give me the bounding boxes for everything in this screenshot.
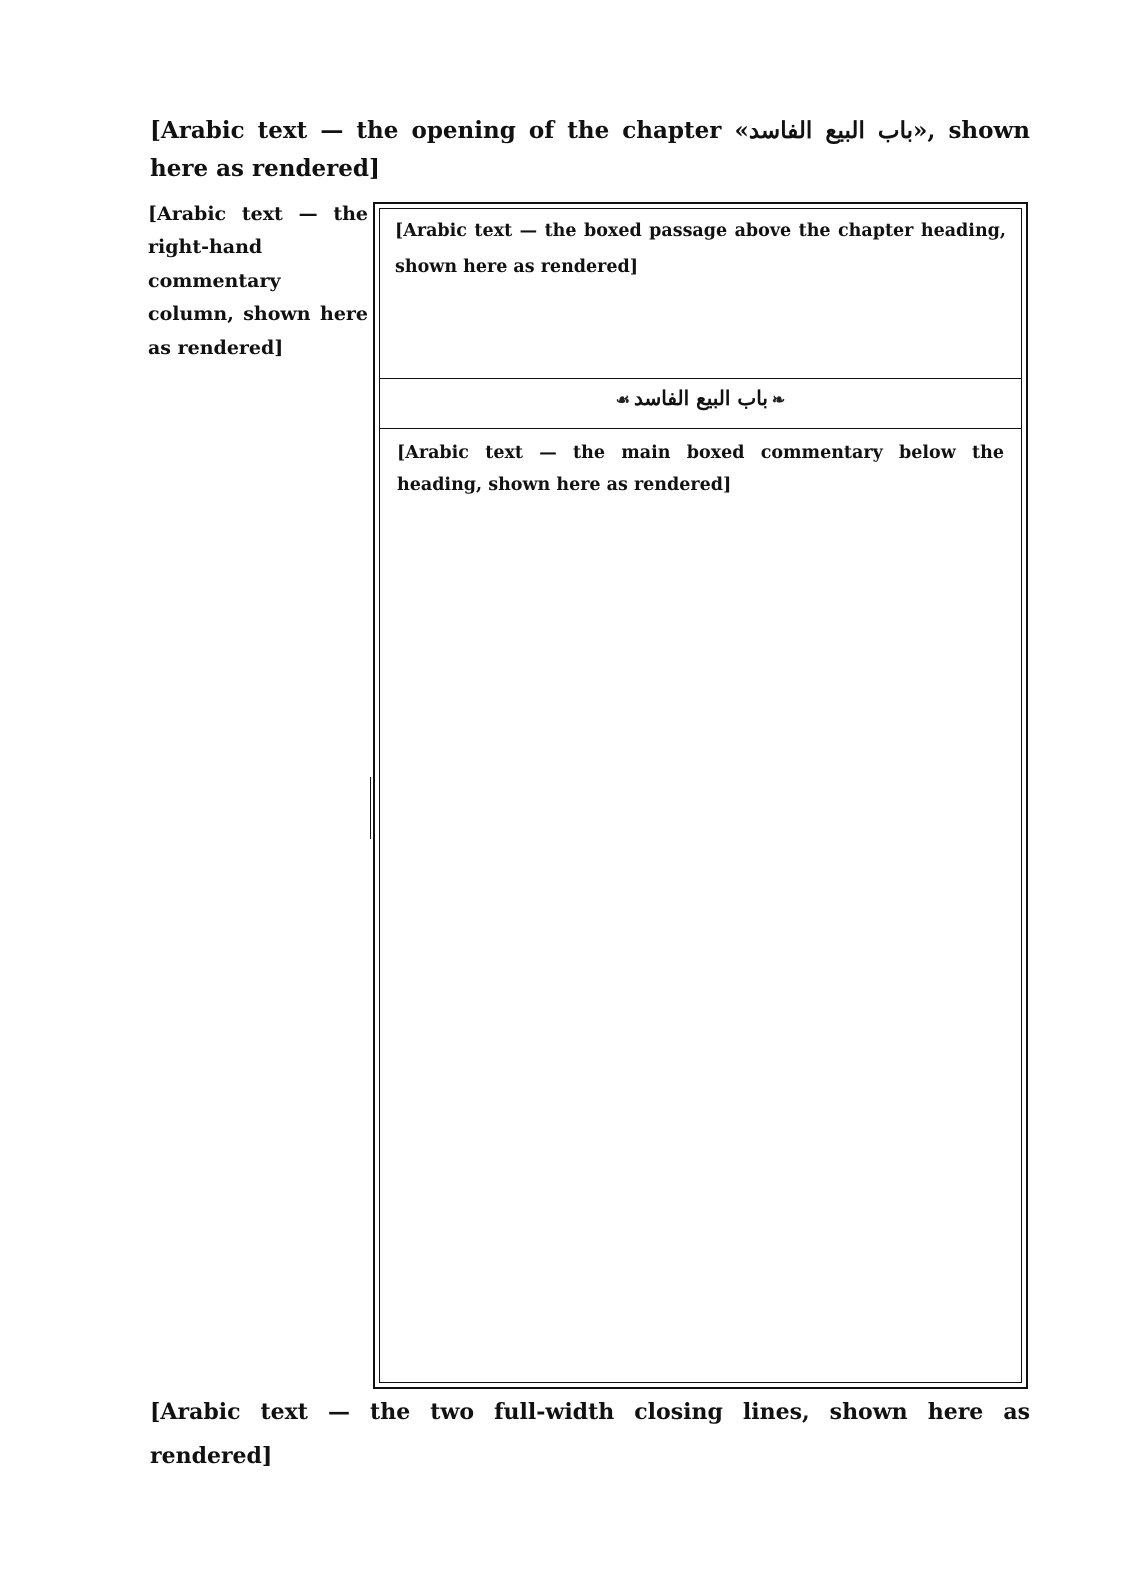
divider-rule	[380, 428, 1021, 429]
chapter-heading-text: باب البيع الفاسد	[634, 386, 768, 410]
ornament-icon: ☙	[615, 390, 631, 409]
margin-mark	[370, 777, 371, 839]
bottom-text-block: [Arabic text — the two full-width closing lines, shown here as rendered]	[150, 1399, 1030, 1469]
divider-rule	[380, 378, 1021, 379]
top-text-block: [Arabic text — the opening of the chapter «باب البيع الفاسد», shown here as rendered]	[150, 117, 1030, 182]
inner-frame-rule	[379, 208, 1022, 1383]
boxed-commentary-frame	[373, 202, 1028, 1389]
ornament-icon: ❧	[771, 390, 786, 409]
chapter-heading	[375, 386, 1026, 410]
side-commentary-column: [Arabic text — the right-hand commentary column, shown here as rendered]	[148, 203, 368, 359]
boxed-body-text: [Arabic text — the main boxed commentary below the heading, shown here as rendered]	[397, 443, 1004, 495]
boxed-top-paragraph: [Arabic text — the boxed passage above the chapter heading, shown here as rendered]	[395, 221, 1006, 277]
